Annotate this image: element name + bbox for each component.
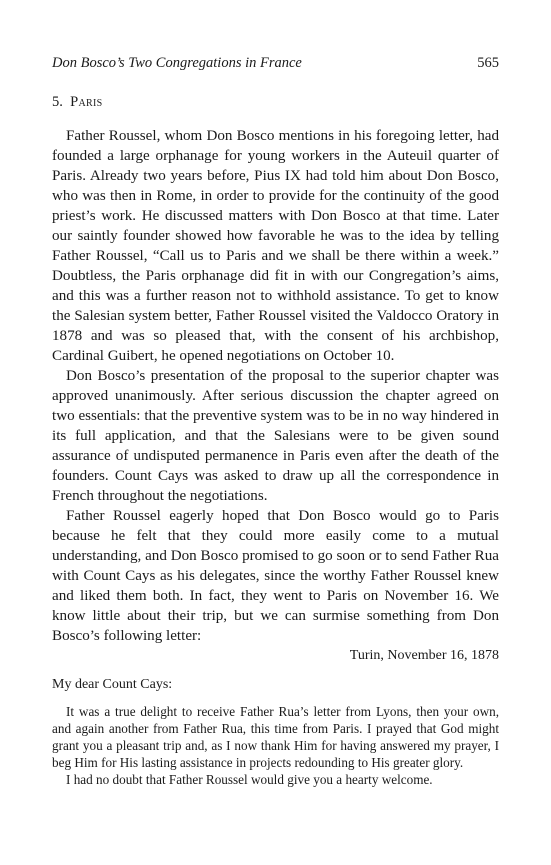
body-paragraph: Father Roussel eagerly hoped that Don Bosco would go to Paris because he felt that they could more easily come to a mutual understanding, and Don Bosco promised to go soon or to send Father Rua with Count Cays as his delegates, since the worthy Father Roussel knew and liked them both. In fact, they went to Paris on November 16. We know little about their trip, but we can surmise something from Don Bosco’s following letter:: [52, 508, 499, 644]
running-header: [52, 54, 499, 72]
letter-paragraph: It was a true delight to receive Father Rua’s letter from Lyons, then your own, and again another from Father Rua, this time from Paris. I prayed that God might grant you a pleasant trip and, as I now thank Him for having answered my prayer, I beg Him for His lasting assistance in projects redounding to His greater glory.: [52, 704, 499, 770]
running-title: Don Bosco’s Two Congregations in France: [52, 55, 302, 71]
section-number: 5.: [52, 94, 63, 110]
body-text: [52, 126, 499, 646]
letter-paragraph: I had no doubt that Father Roussel would give you a hearty welcome.: [66, 772, 433, 787]
section-heading: [52, 93, 102, 111]
page-number: 565: [477, 55, 499, 71]
letter-salutation: My dear Count Cays:: [52, 677, 173, 692]
letter-dateline: Turin, November 16, 1878: [349, 648, 499, 663]
body-paragraph: Father Roussel, whom Don Bosco mentions in his foregoing letter, had founded a large orphanage for young workers in the Auteuil quarter of Paris. Already two years before, Pius IX had told him about Don Bosco, who was then in Rome, in order to provide for the continuity of the good priest’s work. He discussed matters with Don Bosco at that time. Later our saintly founder showed how favorable he was to the idea by telling Father Roussel, “Call us to Paris and we shall be there within a week.” Doubtless, the Paris orphanage did fit in with our Congregation’s aims, and this was a further reason not to withhold assistance. To get to know the Salesian system better, Father Roussel visited the Valdocco Oratory in 1878 and was so pleased that, with the consent of his archbishop, Cardinal Guibert, he opened negotiations on October 10.: [52, 128, 499, 364]
body-paragraph: Don Bosco’s presentation of the proposal to the superior chapter was approved unanimously. After serious discussion the chapter agreed on two essentials: that the preventive system was to be in no way hindered in its full application, and that the Salesians were to be given sound assurance of undisputed permanence in Paris even after the death of the founders. Count Cays was asked to draw up all the correspondence in French throughout the negotiations.: [52, 368, 499, 504]
section-title: Paris: [70, 94, 103, 110]
letter-text: [52, 703, 499, 788]
